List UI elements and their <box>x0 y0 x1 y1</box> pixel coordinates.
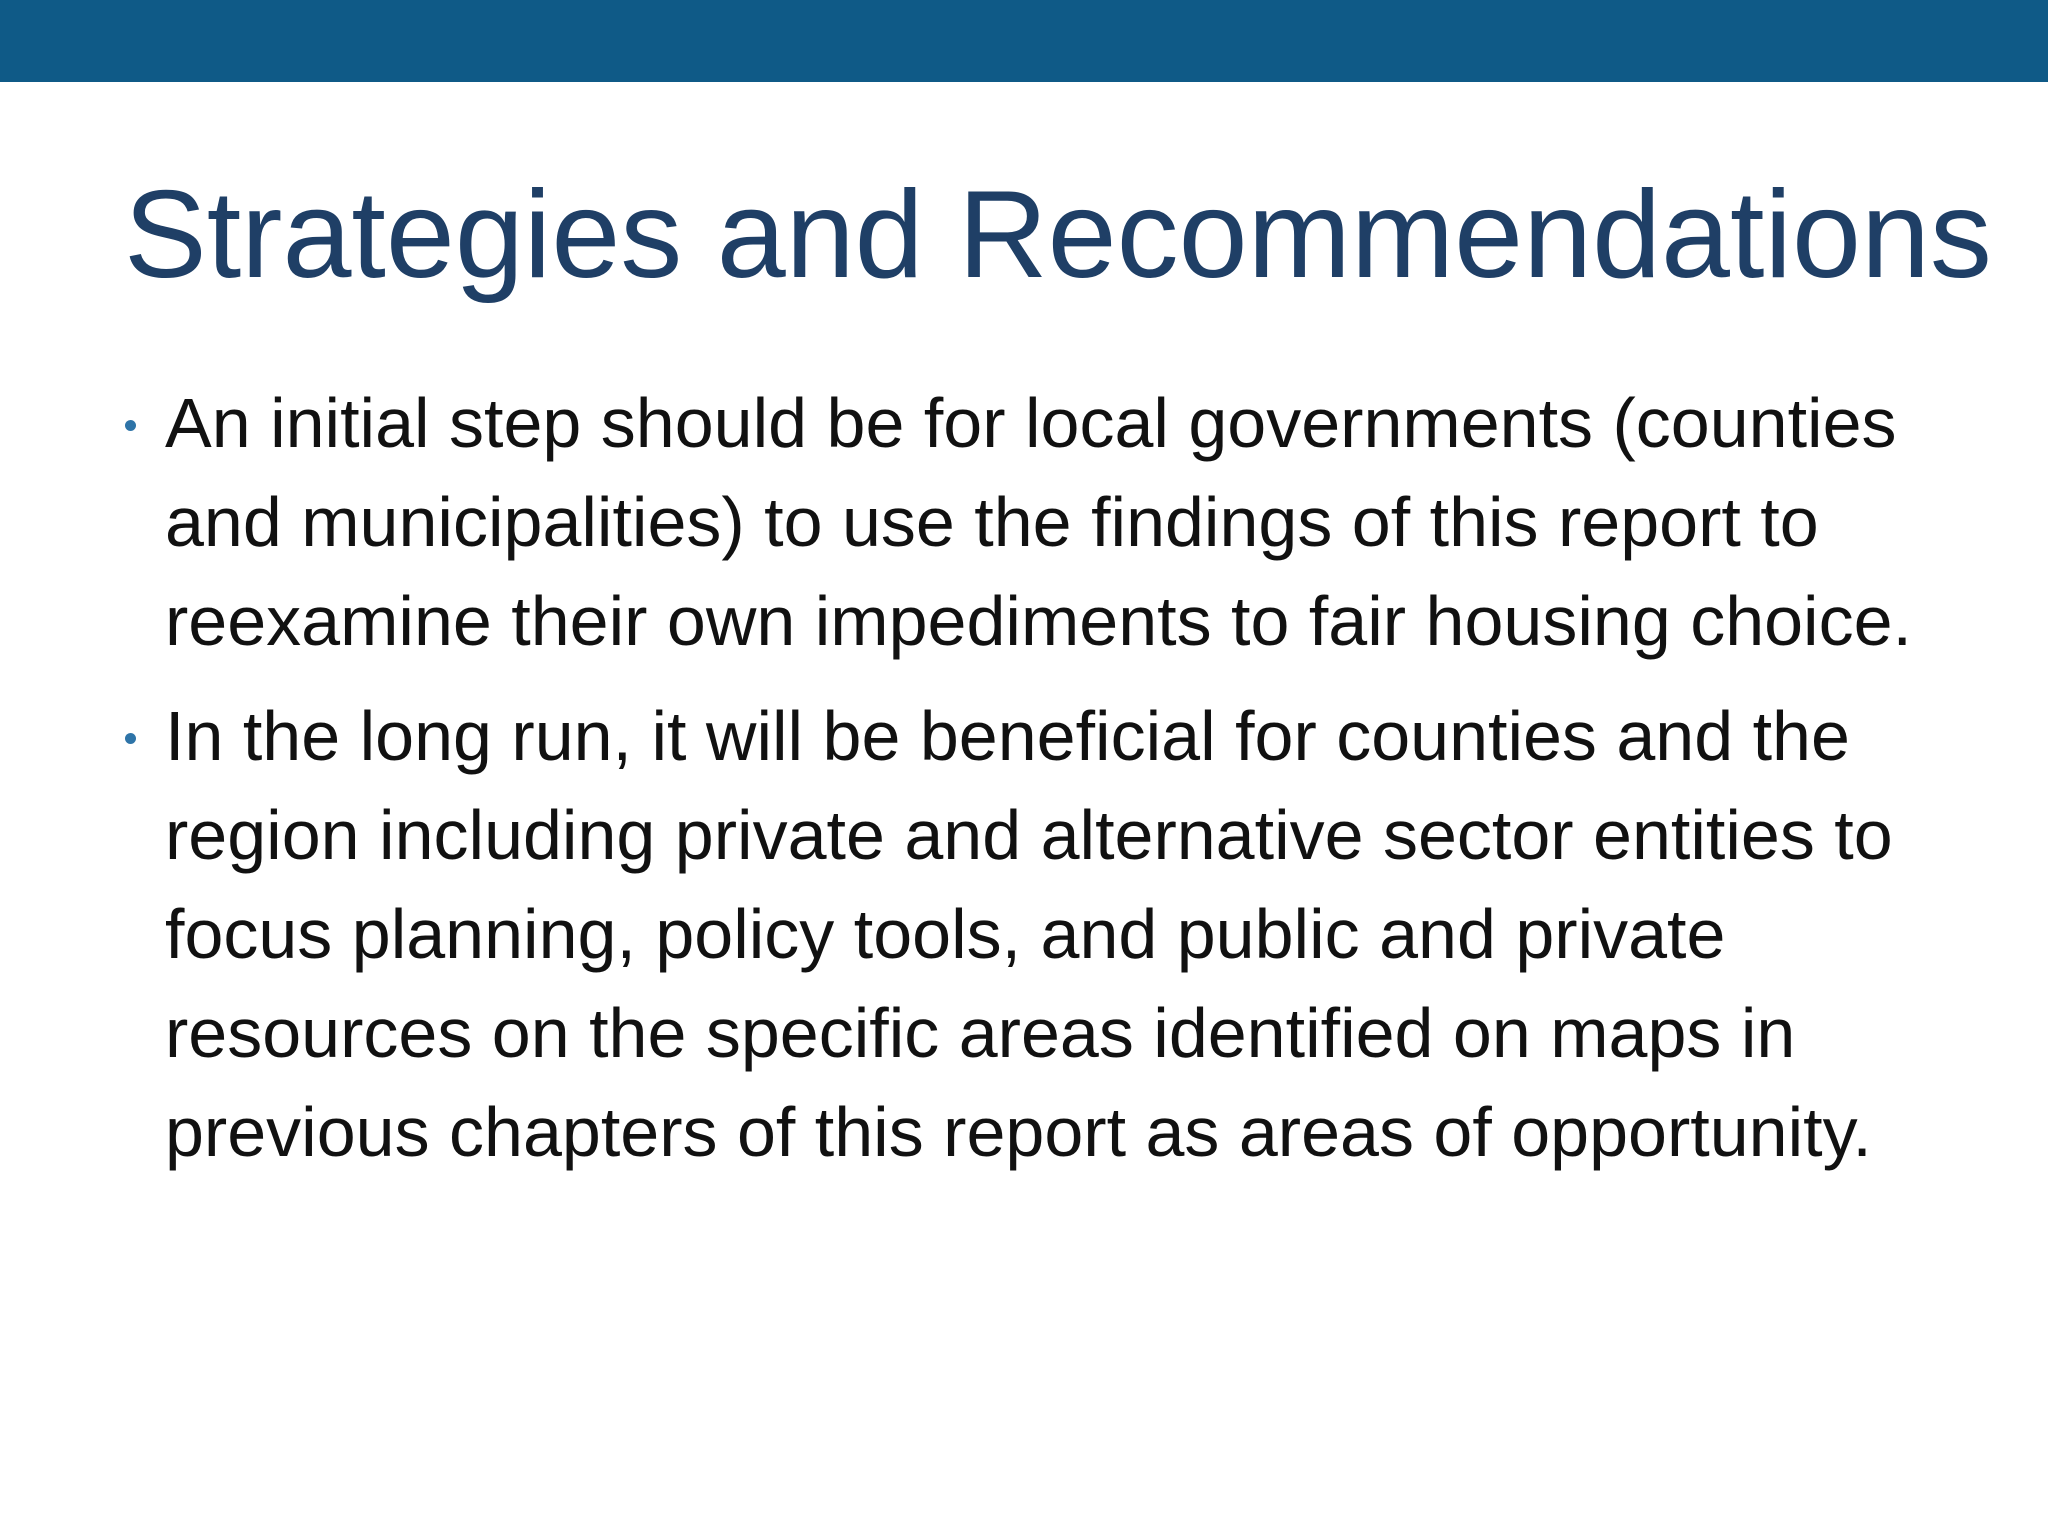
bullet-text: In the long run, it will be beneficial for counties and the region including private and alternative sector entities to focus planning, policy tools, and public and private resources on the specific areas identified on maps in previous chapters of this report as areas of opportunity. <box>165 697 1893 1171</box>
slide-title: Strategies and Recommendations <box>124 166 1992 304</box>
bullet-text: An initial step should be for local governments (counties and municipalities) to use the findings of this report to reexamine their own impediments to fair housing choice. <box>165 384 1912 660</box>
bullet-list <box>124 374 1924 1198</box>
bullet-item-local-governments <box>124 374 1924 671</box>
bullet-dot-icon <box>125 420 136 431</box>
bullet-item-long-run <box>124 687 1924 1182</box>
top-accent-bar <box>0 0 2048 82</box>
bullet-dot-icon <box>125 733 136 744</box>
